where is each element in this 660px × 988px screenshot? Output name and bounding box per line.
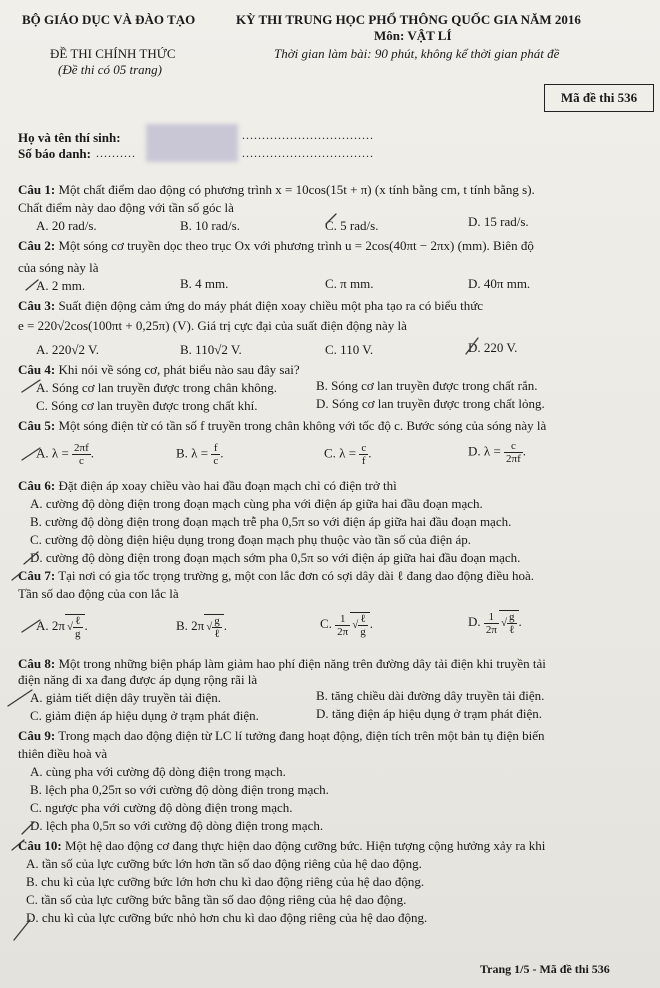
q7-option-d: D. $\frac{1}{2\pi}$ √ $\frac{g}{\text{ℓ}}$ .: [468, 610, 522, 636]
question-3: Câu 3: Suất điện động cảm ứng do máy phát điện xoay chiều một pha tạo ra có biểu thức: [18, 298, 484, 313]
q5-option-d: D. λ = $\frac{c}{2\pi f}$ .: [468, 440, 526, 465]
q9-option-b: B. lệch pha 0,25π so với cường độ dòng điện trong mạch.: [30, 782, 329, 797]
q2-option-a: A. 2 mm.: [36, 278, 86, 293]
q3-option-c: C. 110 V.: [325, 342, 374, 357]
q10-option-d: D. chu kì của lực cưỡng bức nhỏ hơn chu kì dao động riêng của hệ dao động.: [26, 910, 428, 925]
question-8-line2: điện năng đi xa đang được áp dụng rộng rãi là: [18, 672, 258, 687]
question-1: Câu 1: Một chất điểm dao động có phương trình x = 10cos(15t + π) (x tính bằng cm, t tính bằng s).: [18, 182, 535, 197]
page-footer: Trang 1/5 - Mã đề thi 536: [480, 962, 610, 976]
mark-q2: [26, 280, 38, 290]
q6-option-d: D. cường độ dòng điện trong đoạn mạch sớm pha 0,5π so với điện áp giữa hai đầu đoạn mạch.: [30, 550, 521, 565]
exam-title: KỲ THI TRUNG HỌC PHỔ THÔNG QUỐC GIA NĂM 2016: [236, 12, 581, 27]
question-5: Câu 5: Một sóng điện từ có tần số f truyền trong chân không với tốc độ c. Bước sóng của sóng này là: [18, 418, 547, 433]
q3-option-d: D. 220 V.: [468, 340, 518, 355]
q6-option-c: C. cường độ dòng điện hiệu dụng trong đoạn mạch phụ thuộc vào tần số của điện áp.: [30, 532, 472, 547]
pages-note: (Đề thi có 05 trang): [58, 62, 162, 77]
question-9: Câu 9: Trong mạch dao động điện từ LC lí tưởng đang hoạt động, điện tích trên một bản tụ điện biến: [18, 728, 545, 743]
q8-option-d: D. tăng điện áp hiệu dụng ở trạm phát điện.: [316, 706, 543, 721]
q4-option-a: A. Sóng cơ lan truyền được trong chân không.: [36, 380, 278, 395]
mark-q8: [8, 690, 32, 706]
q4-option-b: B. Sóng cơ lan truyền được trong chất rắn.: [316, 378, 538, 393]
candidate-name-label: Họ và tên thí sinh:: [18, 130, 121, 145]
mark-q6: [24, 552, 38, 564]
question-2-line2: của sóng này là: [18, 260, 99, 275]
exam-code-box: Mã đề thi 536: [544, 84, 654, 112]
question-7-line2: Tần số dao động của con lắc là: [18, 586, 179, 601]
mark-q5: [22, 448, 40, 460]
mark-q7: [22, 620, 40, 632]
mark-q9: [22, 822, 34, 834]
question-9-line2: thiên điều hoà và: [18, 746, 108, 761]
q7-option-a: A. 2π √ $\frac{\text{ℓ}}{g}$ .: [36, 615, 88, 640]
question-8: Câu 8: Một trong những biện pháp làm giảm hao phí điện năng trên đường dây tải điện khi truyền tải: [18, 656, 546, 671]
question-6: Câu 6: Đặt điện áp xoay chiều vào hai đầu đoạn mạch chỉ có điện trở thì: [18, 478, 397, 493]
q10-option-a: A. tần số của lực cưỡng bức lớn hơn tần số dao động riêng của hệ dao động.: [26, 856, 422, 871]
id-dots: .................................: [242, 146, 374, 160]
q8-option-b: B. tăng chiều dài đường dây truyền tải điện.: [316, 688, 545, 703]
q8-option-a: A. giảm tiết diện dây truyền tải điện.: [30, 690, 221, 705]
mark-q10-num: [12, 840, 24, 850]
q7-option-b: B. 2π √ $\frac{g}{\text{ℓ}}$ .: [176, 615, 228, 640]
q1-option-d: D. 15 rad/s.: [468, 214, 529, 229]
question-2: Câu 2: Một sóng cơ truyền dọc theo trục Ox với phương trình u = 2cos(40πt − 2πx) (mm). Biên độ: [18, 238, 534, 253]
q5-option-b: B. λ = $\frac{f}{c}$ .: [176, 442, 224, 467]
question-1-line2: Chất điểm này dao động với tần số góc là: [18, 200, 234, 215]
q6-option-a: A. cường độ dòng điện trong đoạn mạch cùng pha với điện áp giữa hai đầu đoạn mạch.: [30, 496, 483, 511]
q5-option-c: C. λ = $\frac{c}{f}$ .: [324, 442, 372, 467]
q2-option-b: B. 4 mm.: [180, 276, 229, 291]
q9-option-c: C. ngược pha với cường độ dòng điện trong mạch.: [30, 800, 293, 815]
q8-option-c: C. giảm điện áp hiệu dụng ở trạm phát điện.: [30, 708, 259, 723]
candidate-id-dots: ..........: [96, 146, 136, 160]
candidate-id-label: Số báo danh:: [18, 146, 91, 161]
question-4: Câu 4: Khi nói về sóng cơ, phát biểu nào sau đây sai?: [18, 362, 300, 377]
q2-option-d: D. 40π mm.: [468, 276, 531, 291]
ministry-name: BỘ GIÁO DỤC VÀ ĐÀO TẠO: [22, 12, 196, 27]
q10-option-c: C. tần số của lực cưỡng bức bằng tần số dao động riêng của hệ dao động.: [26, 892, 407, 907]
official-label: ĐỀ THI CHÍNH THỨC: [50, 46, 176, 61]
q9-option-d: D. lệch pha 0,5π so với cường độ dòng điện trong mạch.: [30, 818, 324, 833]
name-dots: .................................: [242, 128, 374, 142]
mark-q10: [14, 920, 30, 940]
subject: Môn: VẬT LÍ: [374, 28, 452, 43]
question-3-line2: e = 220√2cos(100πt + 0,25π) (V). Giá trị cực đại của suất điện động này là: [18, 318, 407, 333]
time-note: Thời gian làm bài: 90 phút, không kể thời gian phát đề: [274, 46, 560, 61]
mark-q3: [466, 338, 478, 354]
q5-option-a: A. λ = $\frac{2\pi f}{c}$ .: [36, 442, 94, 467]
mark-q4: [22, 380, 40, 392]
q2-option-c: C. π mm.: [325, 276, 374, 291]
mark-q7-num: [12, 572, 22, 580]
q4-option-c: C. Sóng cơ lan truyền được trong chất khí.: [36, 398, 258, 413]
q7-option-c: C. $\frac{1}{2\pi}$ √ $\frac{\text{ℓ}}{g}$ .: [320, 612, 374, 638]
question-10: Câu 10: Một hệ dao động cơ đang thực hiện dao động cưỡng bức. Hiện tượng cộng hưởng xảy ra khi: [18, 838, 546, 853]
question-7: Câu 7: Tại nơi có gia tốc trọng trường g, một con lắc đơn có sợi dây dài ℓ đang dao động điều hoà.: [18, 568, 535, 583]
q1-option-c: C. 5 rad/s.: [325, 218, 379, 233]
mark-q1: [326, 214, 336, 224]
q1-option-a: A. 20 rad/s.: [36, 218, 97, 233]
q10-option-b: B. chu kì của lực cưỡng bức lớn hơn chu kì dao động riêng của hệ dao động.: [26, 874, 425, 889]
q6-option-b: B. cường độ dòng điện trong đoạn mạch trễ pha 0,5π so với điện áp giữa hai đầu đoạn mạch.: [30, 514, 512, 529]
q3-option-a: A. 220√2 V.: [36, 342, 100, 357]
q1-option-b: B. 10 rad/s.: [180, 218, 240, 233]
q3-option-b: B. 110√2 V.: [180, 342, 242, 357]
q9-option-a: A. cùng pha với cường độ dòng điện trong mạch.: [30, 764, 286, 779]
q4-option-d: D. Sóng cơ lan truyền được trong chất lỏng.: [316, 396, 545, 411]
